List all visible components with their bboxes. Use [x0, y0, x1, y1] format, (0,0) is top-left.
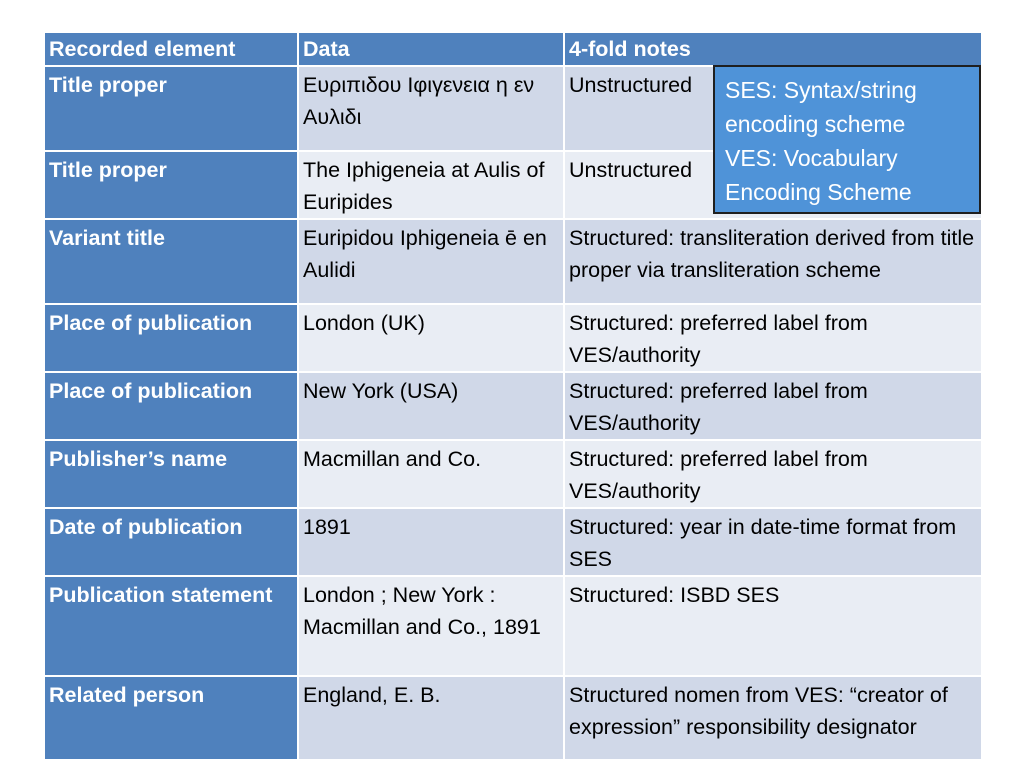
- row-element: Publication statement: [44, 576, 298, 676]
- row-element: Publisher’s name: [44, 440, 298, 508]
- table-header-row: [44, 32, 982, 66]
- row-data: New York (USA): [298, 372, 564, 440]
- row-element: Date of publication: [44, 508, 298, 576]
- row-data: The Iphigeneia at Aulis of Euripides: [298, 151, 564, 219]
- callout-line: VES: Vocabulary: [725, 145, 898, 171]
- table-row: [44, 576, 982, 676]
- row-data: England, E. B.: [298, 676, 564, 760]
- header-4-fold-notes: 4-fold notes: [564, 32, 982, 66]
- row-data: London (UK): [298, 304, 564, 372]
- row-data: Macmillan and Co.: [298, 440, 564, 508]
- row-data: Euripidou Iphigeneia ē en Aulidi: [298, 219, 564, 304]
- callout-line: encoding scheme: [725, 111, 906, 137]
- row-notes: Structured nomen from VES: “creator of expression” responsibility designator: [564, 676, 982, 760]
- table-row: [44, 676, 982, 760]
- row-element: Variant title: [44, 219, 298, 304]
- row-notes: Unstructured: [564, 66, 982, 151]
- row-element: Title proper: [44, 66, 298, 151]
- definitions-callout: [713, 65, 981, 214]
- row-notes: Unstructured: [564, 151, 982, 219]
- table-row: [44, 372, 982, 440]
- row-element: Title proper: [44, 151, 298, 219]
- row-data: 1891: [298, 508, 564, 576]
- table-row: [44, 304, 982, 372]
- table-row: [44, 219, 982, 304]
- table-row: [44, 440, 982, 508]
- table-row: [44, 508, 982, 576]
- row-element: Place of publication: [44, 372, 298, 440]
- row-notes: Structured: preferred label from VES/authority: [564, 304, 982, 372]
- row-notes: Structured: preferred label from VES/authority: [564, 440, 982, 508]
- row-data: Ευριπιδου Ιφιγενεια η εν Αυλιδι: [298, 66, 564, 151]
- callout-line: Encoding Scheme: [725, 179, 912, 205]
- row-notes: Structured: transliteration derived from title proper via transliteration scheme: [564, 219, 982, 304]
- row-element: Related person: [44, 676, 298, 760]
- row-notes: Structured: year in date-time format from SES: [564, 508, 982, 576]
- row-notes: Structured: ISBD SES: [564, 576, 982, 676]
- header-recorded-element: Recorded element: [44, 32, 298, 66]
- row-data: London ; New York : Macmillan and Co., 1891: [298, 576, 564, 676]
- header-data: Data: [298, 32, 564, 66]
- callout-line: SES: Syntax/string: [725, 77, 917, 103]
- row-element: Place of publication: [44, 304, 298, 372]
- row-notes: Structured: preferred label from VES/authority: [564, 372, 982, 440]
